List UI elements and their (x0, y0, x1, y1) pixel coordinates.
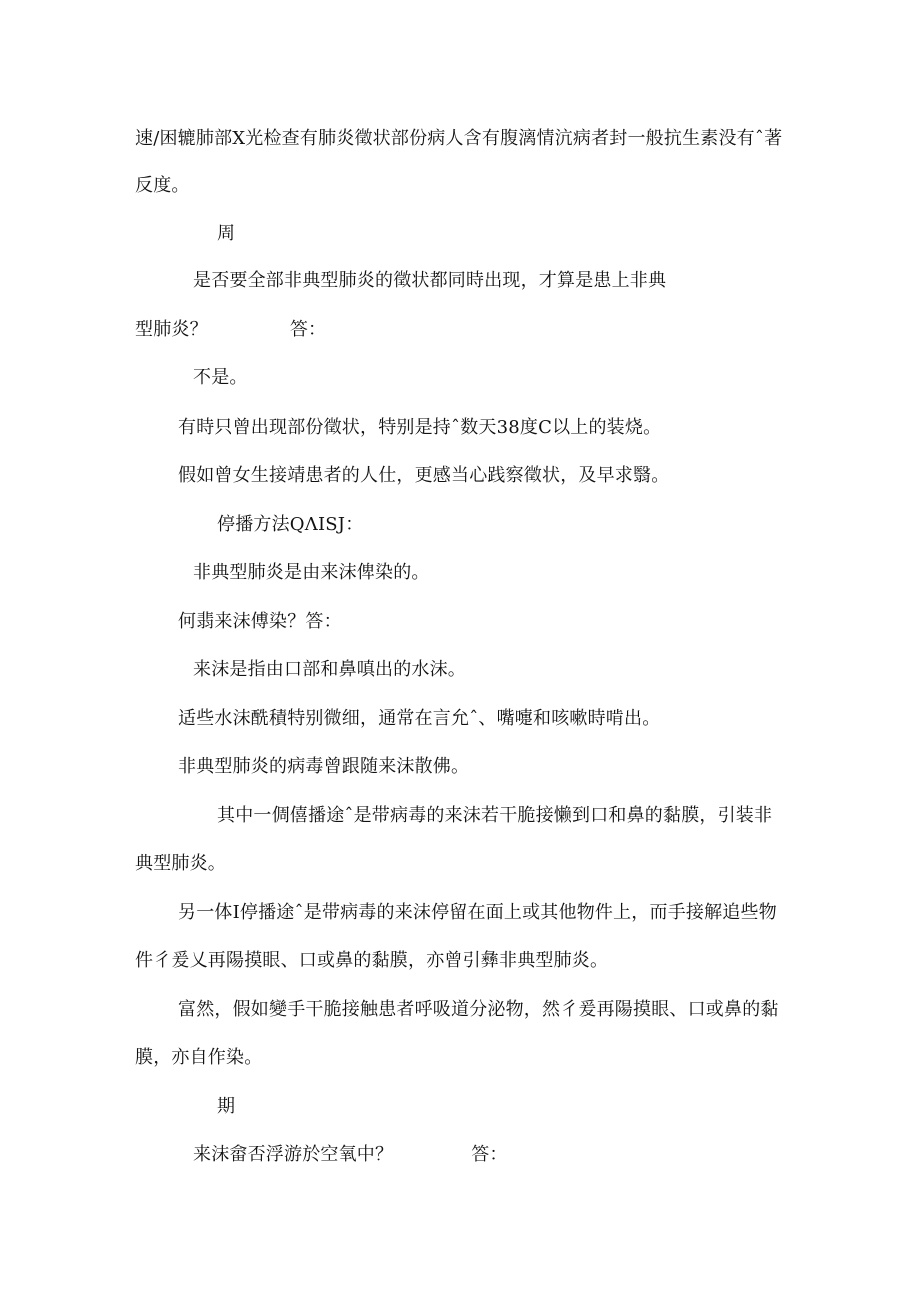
paragraph-line-2: 反度。 (135, 175, 190, 196)
paragraph-line-20: 膜，亦自作染。 (135, 1047, 263, 1068)
answer-line-2: 有時只曾出现部份徵状，特别是持ˆ数天38度C以上的装烧。 (178, 417, 662, 438)
question-text: 型肺炎？ (135, 319, 208, 340)
answer-line-3: 假如曾女生接靖患者的人仕，更感当心践察徵状，及早求翳。 (178, 465, 670, 486)
paragraph-line-10: 非典型肺炎是由来沫俾染的。 (193, 562, 430, 583)
section-heading-week: 周 (217, 223, 236, 244)
paragraph-line-19: 富然，假如變手干脆接触患者呼吸道分泌物，然彳爰再陽摸眼、口或鼻的黏 (178, 999, 779, 1020)
question-line-final (193, 1143, 508, 1167)
section-heading-transmission: 停播方法QΛISJ： (217, 514, 364, 535)
paragraph-line-11: 何翡来沫傅染？答： (178, 611, 342, 632)
paragraph-line-15: 其中一倜僖播途ˆ是带病毒的来沫若干脆接懒到口和鼻的黏膜，引装非 (217, 805, 773, 826)
paragraph-line-13: 适些水沫酰積特别微细，通常在言允ˆ、嘴嚏和咳嗽時啃出。 (178, 708, 661, 729)
question-line-2 (135, 318, 326, 342)
paragraph-line-14: 非典型肺炎的病毒曾跟随来沫散佛。 (178, 756, 470, 777)
answer-label-final: 答： (471, 1144, 508, 1165)
section-heading-period: 期 (217, 1096, 236, 1117)
question-text-final: 来沫畲否浮游於空氧中？ (193, 1144, 394, 1165)
paragraph-line-1: 速/困辘肺部X光检查有肺炎徵状部份病人含有腹漓情沆病者封一般抗生素没有ˆ著 (135, 128, 783, 149)
paragraph-line-16: 典型肺炎。 (135, 853, 226, 874)
answer-line-1: 不是。 (193, 367, 248, 388)
paragraph-line-17: 另一体I停播途ˆ是带病毒的来沫停留在面上或其他物件上，而手接解追些物 (178, 902, 777, 923)
paragraph-line-12: 来沫是指由口部和鼻嗔出的水沫。 (193, 659, 466, 680)
question-line-1: 是否要全部非典型肺炎的徵状都同時出现，才算是患上非典 (193, 270, 667, 291)
answer-label: 答： (289, 319, 327, 340)
paragraph-line-18: 件彳爰乂再陽摸眼、口或鼻的黏膜，亦曾引彝非典型肺炎。 (135, 950, 609, 971)
